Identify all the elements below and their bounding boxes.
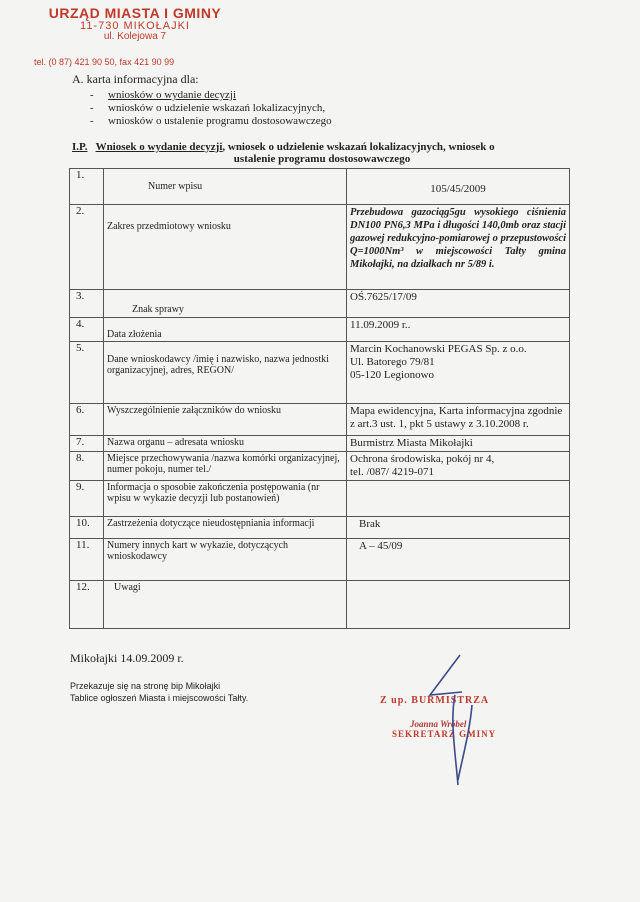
- row-number: 3.: [70, 290, 104, 318]
- heading-underlined: Wniosek o wydanie decyzji: [95, 141, 223, 153]
- row-value: A – 45/09: [347, 539, 570, 581]
- row-number: 11.: [70, 539, 104, 581]
- table-row: [70, 404, 570, 436]
- heading-line-2: ustalenie programu dostosowawczego: [233, 153, 411, 165]
- row-value: 105/45/2009: [347, 169, 570, 205]
- signatory-role: SEKRETARZ GMINY: [392, 729, 497, 739]
- row-number: 1.: [70, 169, 104, 205]
- applicant-name: Marcin Kochanowski PEGAS Sp. z o.o.: [350, 343, 527, 355]
- intro-list: [90, 89, 332, 128]
- list-item: - wniosków o ustalenie programu dostosowawczego: [90, 115, 332, 127]
- row-label: Zastrzeżenia dotyczące nieudostępniania informacji: [104, 517, 347, 539]
- heading-prefix: I.P.: [72, 141, 88, 153]
- section-heading: [72, 141, 572, 165]
- table-row: [70, 290, 570, 318]
- table-row: [70, 436, 570, 452]
- intro-section: [72, 72, 332, 128]
- heading-rest: , wniosek o udzielenie wskazań lokalizacyjnych, wniosek o: [222, 141, 495, 153]
- place-date: Mikołajki 14.09.2009 r.: [70, 651, 184, 665]
- list-item: - wniosków o udzielenie wskazań lokalizacyjnych,: [90, 102, 326, 114]
- row-label: Znak sprawy: [104, 290, 347, 318]
- table-row: [70, 539, 570, 581]
- row-value: [347, 342, 570, 404]
- signature-authority: Z up. BURMISTRZA: [380, 695, 490, 706]
- row-label: Data złożenia: [104, 318, 347, 342]
- storage-place: Ochrona środowiska, pokój nr 4,: [350, 453, 495, 465]
- row-number: 12.: [70, 581, 104, 629]
- row-label: Informacja o sposobie zakończenia postępowania (nr wpisu w wykazie decyzji lub postanowień): [104, 481, 347, 517]
- note-line-2: Tablice ogłoszeń Miasta i miejscowości Tałty.: [70, 693, 249, 703]
- table-row: [70, 205, 570, 290]
- row-label: Zakres przedmiotowy wniosku: [104, 205, 347, 290]
- table-row: [70, 169, 570, 205]
- row-number: 9.: [70, 481, 104, 517]
- signature-stamp: [380, 695, 497, 739]
- row-label: Uwagi: [104, 581, 347, 629]
- storage-phone: tel. /087/ 4219-071: [350, 466, 435, 478]
- row-value: OŚ.7625/17/09: [347, 290, 570, 318]
- stamp-line-2: 11-730 MIKOŁAJKI: [80, 19, 190, 32]
- row-value: Brak: [347, 517, 570, 539]
- signatory-name: Joanna Wróbel: [410, 719, 467, 729]
- stamp-line-3: ul. Kolejowa 7: [103, 31, 167, 43]
- table-row: [70, 342, 570, 404]
- row-label: Miejsce przechowywania /nazwa komórki organizacyjnej, numer pokoju, numer tel./: [104, 452, 347, 481]
- row-label: Dane wnioskodawcy /imię i nazwisko, nazwa jednostki organizacyjnej, adres, REGON/: [104, 342, 347, 404]
- row-label: Numery innych kart w wykazie, dotyczących wnioskodawcy: [104, 539, 347, 581]
- stamp-line-4: tel. (0 87) 421 90 50, fax 421 90 99: [34, 57, 175, 67]
- row-label: Wyszczególnienie załączników do wniosku: [104, 404, 347, 436]
- row-number: 6.: [70, 404, 104, 436]
- applicant-city: 05-120 Legionowo: [350, 369, 435, 381]
- row-number: 10.: [70, 517, 104, 539]
- table-row: [70, 517, 570, 539]
- row-number: 7.: [70, 436, 104, 452]
- row-number: 2.: [70, 205, 104, 290]
- row-label: Nazwa organu – adresata wniosku: [104, 436, 347, 452]
- row-value: Przebudowa gazociąg5gu wysokiego ciśnienia DN100 PN6,3 MPa i długości 140,0mb oraz stacji gazowej redukcyjno-pomiarowej o przepustowości Q=1000Nm³ w miejscowości Tałty gmina Mikołajki, na działkach nr 5/89 i.: [347, 205, 570, 290]
- row-number: 4.: [70, 318, 104, 342]
- note-line-1: Przekazuje się na stronę bip Mikołajki: [70, 681, 221, 691]
- table-row: [70, 318, 570, 342]
- info-table: [69, 168, 570, 629]
- list-item: - wniosków o wydanie decyzji: [90, 89, 236, 101]
- row-label: Numer wpisu: [104, 169, 347, 205]
- row-value: [347, 452, 570, 481]
- row-value: Burmistrz Miasta Mikołajki: [347, 436, 570, 452]
- publication-note: [70, 680, 248, 704]
- table-row: [70, 452, 570, 481]
- handwritten-signature-icon: [410, 650, 480, 790]
- applicant-street: Ul. Batorego 79/81: [350, 356, 435, 368]
- row-value: 11.09.2009 r..: [347, 318, 570, 342]
- stamp-line-1: URZĄD MIASTA I GMINY: [48, 5, 222, 21]
- table-row: [70, 481, 570, 517]
- intro-title: A. karta informacyjna dla:: [72, 72, 199, 86]
- row-number: 5.: [70, 342, 104, 404]
- table-row: [70, 581, 570, 629]
- row-number: 8.: [70, 452, 104, 481]
- row-value: Mapa ewidencyjna, Karta informacyjna zgodnie z art.3 ust. 1, pkt 5 ustawy z 3.10.2008 r.: [347, 404, 570, 436]
- row-value: [347, 581, 570, 629]
- row-value: [347, 481, 570, 517]
- office-stamp: [34, 5, 230, 67]
